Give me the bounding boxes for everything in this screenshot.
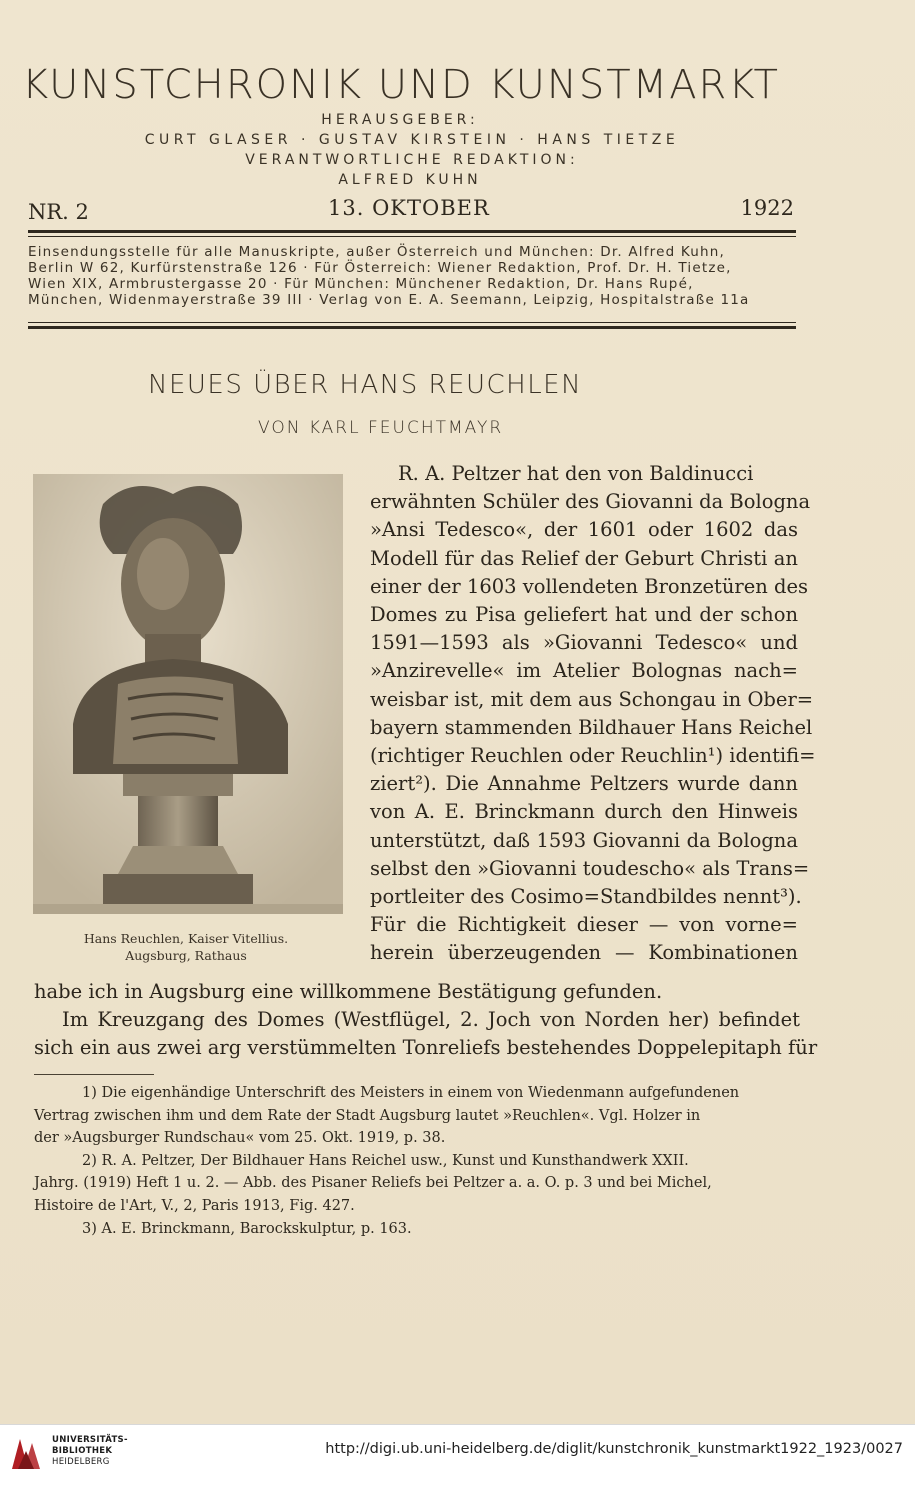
library-name-line: UNIVERSITÄTS- [52,1435,128,1445]
issue-date: 13. OKTOBER [328,196,490,220]
library-name-line: HEIDELBERG [52,1457,110,1467]
digitization-footer [0,1424,915,1485]
footnote-line: Jahrg. (1919) Heft 1 u. 2. — Abb. des Pisaner Reliefs bei Peltzer a. a. O. p. 3 und bei Michel, [34,1175,712,1192]
paragraph-line: herein überzeugenden — Kombinationen [370,941,798,965]
article-author: VON KARL FEUCHTMAYR [258,418,504,438]
university-library-heidelberg-logo-icon[interactable] [8,1433,46,1473]
figure-caption [36,930,336,964]
divider-rule [28,230,796,233]
library-name [52,1435,128,1468]
issue-number: NR. 2 [28,200,89,224]
paragraph-line: Für die Richtigkeit dieser — von vorne= [370,913,798,937]
footnote-line: der »Augsburger Rundschau« vom 25. Okt. 1919, p. 38. [34,1130,446,1147]
info-line: Einsendungsstelle für alle Manuskripte, außer Österreich und München: Dr. Alfred Kuhn, [28,244,726,260]
divider-rule [28,322,796,323]
footnote-separator [34,1074,154,1075]
issue-year: 1922 [740,196,794,220]
paragraph-line: unterstützt, daß 1593 Giovanni da Bologna [370,828,798,852]
divider-rule [28,236,796,237]
paragraph-line: einer der 1603 vollendeten Bronzetüren des [370,574,809,598]
info-line: Berlin W 62, Kurfürstenstraße 126 · Für Österreich: Wiener Redaktion, Prof. Dr. H. Tietze, [28,260,732,276]
divider-rule [28,326,796,329]
article-body-full [34,978,818,1063]
paragraph-line: »Anzirevelle« im Atelier Bolognas nach= [370,659,798,683]
editors-label: HERAUSGEBER: [321,112,479,128]
footnote-line: 3) A. E. Brinckmann, Barockskulptur, p. 163. [82,1220,412,1237]
article-title: NEUES ÜBER HANS REUCHLEN [148,370,583,400]
submission-info [28,244,798,308]
caption-line: Augsburg, Rathaus [125,948,247,963]
issue-row [28,196,794,226]
info-line: München, Widenmayerstraße 39 III · Verlag von E. A. Seemann, Leipzig, Hospitalstraße 11a [28,292,750,308]
permalink-url[interactable]: http://digi.ub.uni-heidelberg.de/diglit/kunstchronik_kunstmarkt1922_1923/0027 [325,1441,903,1457]
paragraph-line: »Ansi Tedesco«, der 1601 oder 1602 das [370,518,798,542]
paragraph-line: Modell für das Relief der Geburt Christi an [370,546,798,570]
paragraph-line: sich ein aus zwei arg verstümmelten Tonreliefs bestehendes Doppelepitaph für [34,1036,818,1060]
library-name-line: BIBLIOTHEK [52,1446,113,1456]
paragraph-line: Domes zu Pisa geliefert hat und der schon [370,603,798,627]
journal-title: KUNSTCHRONIK UND KUNSTMARKT [22,62,780,108]
bust-illustration [33,474,343,914]
paragraph-line: erwähnten Schüler des Giovanni da Bologna [370,490,811,514]
paragraph-line: R. A. Peltzer hat den von Baldinucci [398,462,754,485]
footnotes [34,1082,802,1240]
responsible-editor: ALFRED KUHN [338,172,482,188]
info-line: Wien XIX, Armbrustergasse 20 · Für München: Münchener Redaktion, Dr. Hans Rupé, [28,276,694,292]
footnote-line: 2) R. A. Peltzer, Der Bildhauer Hans Reichel usw., Kunst und Kunsthandwerk XXII. [82,1152,689,1169]
footnote-line: Histoire de l'Art, V., 2, Paris 1913, Fig. 427. [34,1197,355,1214]
editors-names: CURT GLASER · GUSTAV KIRSTEIN · HANS TIETZE [144,132,680,148]
article-body-wrapped [370,460,816,968]
footnote-line: Vertrag zwischen ihm und dem Rate der Stadt Augsburg lautet »Reuchlen«. Vgl. Holzer in [34,1107,701,1124]
responsible-label: VERANTWORTLICHE REDAKTION: [245,152,579,168]
paragraph-line: (richtiger Reuchlen oder Reuchlin¹) identifi= [370,744,816,768]
paragraph-line: bayern stammenden Bildhauer Hans Reichel [370,715,813,739]
footnote-line: 1) Die eigenhändige Unterschrift des Meisters in einem von Wiedenmann aufgefundenen [82,1085,740,1101]
paragraph-line: 1591—1593 als »Giovanni Tedesco« und [370,631,798,655]
caption-line: Hans Reuchlen, Kaiser Vitellius. [83,931,289,946]
paragraph-line: weisbar ist, mit dem aus Schongau in Ober= [370,687,814,711]
bust-photograph [33,474,343,914]
paragraph-line: selbst den »Giovanni toudescho« als Trans= [370,856,810,880]
paragraph-line: portleiter des Cosimo=Standbildes nennt³). [370,885,802,909]
paragraph-line: habe ich in Augsburg eine willkommene Bestätigung gefunden. [34,980,663,1003]
paragraph-line: ziert²). Die Annahme Peltzers wurde dann [370,772,798,796]
paragraph-line: von A. E. Brinckmann durch den Hinweis [370,800,798,824]
paragraph-line: Im Kreuzgang des Domes (Westflügel, 2. Joch von Norden her) befindet [62,1008,800,1032]
